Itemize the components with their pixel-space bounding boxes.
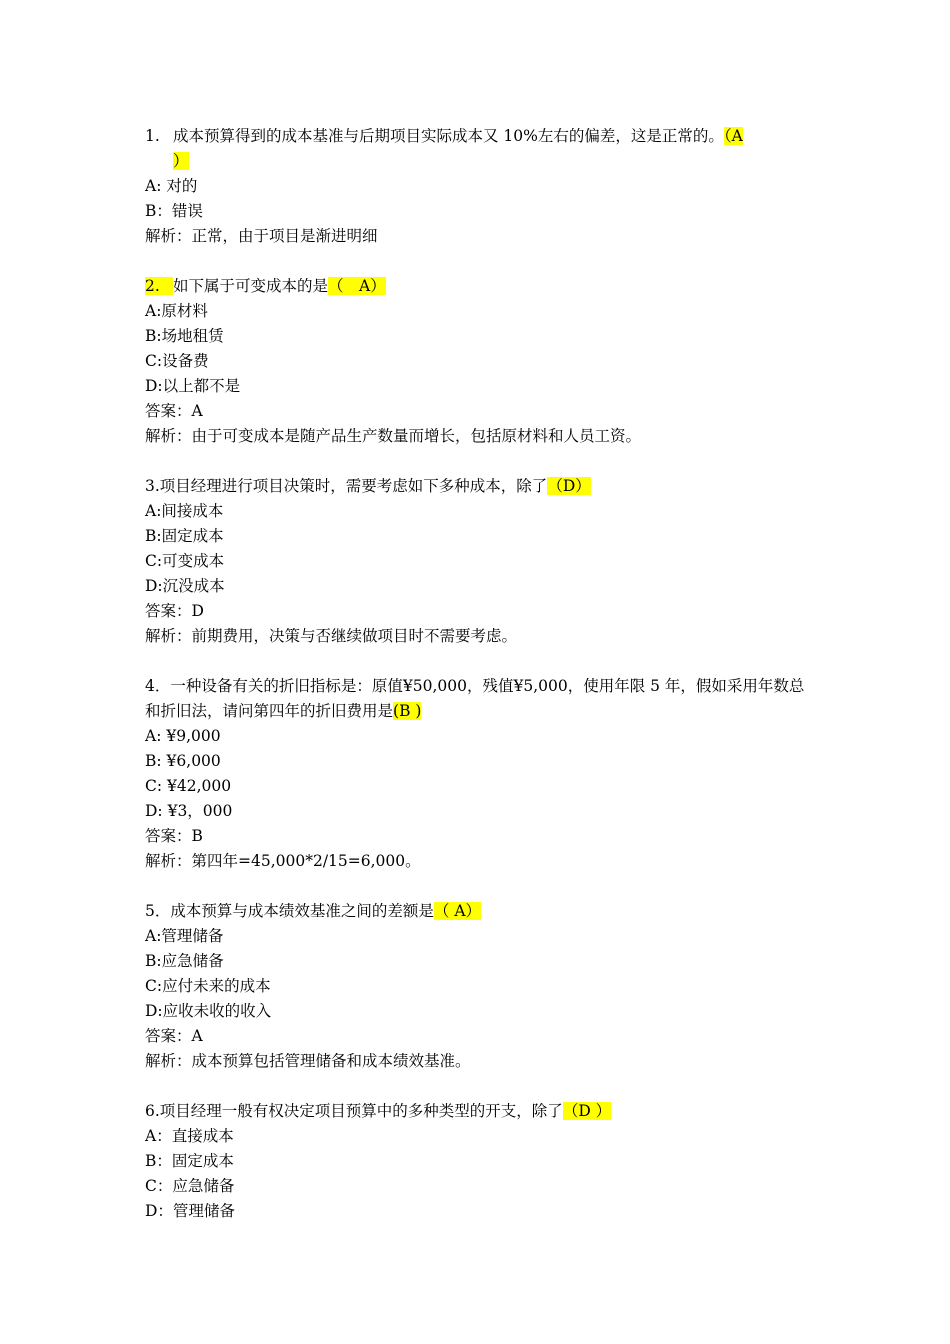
explanation: 解析：第四年=45,000*2/15=6,000。 <box>145 852 421 870</box>
question-number: 4． <box>145 677 171 695</box>
answer-mark: （ A） <box>433 902 482 920</box>
answer-mark-end: ） <box>173 152 189 170</box>
answer-mark: （ A） <box>328 277 386 295</box>
answer-mark: （A <box>723 127 743 145</box>
answer-mark: (B ) <box>393 702 422 720</box>
question-3 <box>145 474 810 649</box>
option: B: ¥6,000 <box>145 752 221 770</box>
question-text: 成本预算得到的成本基准与后期项目实际成本又 10%左右的偏差，这是正常的。 <box>173 127 724 145</box>
explanation: 解析：正常，由于项目是渐进明细 <box>145 227 378 245</box>
option: C:设备费 <box>145 352 209 370</box>
question-stem <box>145 474 810 499</box>
option: B:固定成本 <box>145 527 224 545</box>
option: B:场地租赁 <box>145 327 224 345</box>
option: A:原材料 <box>145 302 208 320</box>
option: C:可变成本 <box>145 552 225 570</box>
answer-mark: （D） <box>547 477 591 495</box>
option: D:以上都不是 <box>145 377 241 395</box>
question-stem <box>145 674 810 724</box>
question-1 <box>145 124 810 249</box>
question-number: 5． <box>145 902 171 920</box>
explanation: 解析：由于可变成本是随产品生产数量而增长，包括原材料和人员工资。 <box>145 427 642 445</box>
option: A:间接成本 <box>145 502 224 520</box>
question-number: 3. <box>145 477 160 495</box>
question-5 <box>145 899 810 1074</box>
option: B：固定成本 <box>145 1152 234 1170</box>
question-4 <box>145 674 810 874</box>
answer: 答案：A <box>145 402 203 420</box>
option: D：管理储备 <box>145 1202 235 1220</box>
option: A:管理储备 <box>145 927 224 945</box>
option: B：错误 <box>145 202 203 220</box>
answer: 答案：D <box>145 602 204 620</box>
question-text: 项目经理进行项目决策时，需要考虑如下多种成本，除了 <box>159 477 548 495</box>
spacer <box>145 1074 810 1099</box>
explanation: 解析：前期费用，决策与否继续做项目时不需要考虑。 <box>145 627 518 645</box>
option: C:应付未来的成本 <box>145 977 271 995</box>
option: C：应急储备 <box>145 1177 235 1195</box>
question-text: 项目经理一般有权决定项目预算中的多种类型的开支，除了 <box>159 1102 563 1120</box>
option: A：直接成本 <box>145 1127 234 1145</box>
question-text: 一种设备有关的折旧指标是：原值¥50,000，残值¥5,000，使用年限 5 年，假如采用年数总和折旧法，请问第四年的折旧费用是 <box>145 677 805 720</box>
question-stem <box>145 899 810 924</box>
spacer <box>145 449 810 474</box>
option: D:应收未收的收入 <box>145 1002 272 1020</box>
option: D:沉没成本 <box>145 577 225 595</box>
answer: 答案：B <box>145 827 203 845</box>
question-stem <box>145 124 810 149</box>
question-number: 1. <box>145 127 160 145</box>
question-6 <box>145 1099 810 1224</box>
answer: 答案：A <box>145 1027 203 1045</box>
question-stem <box>145 274 810 299</box>
spacer <box>145 649 810 674</box>
answer-mark: （D ） <box>562 1102 612 1120</box>
option: C: ¥42,000 <box>145 777 232 795</box>
question-text: 成本预算与成本绩效基准之间的差额是 <box>170 902 434 920</box>
spacer <box>145 874 810 899</box>
spacer <box>145 249 810 274</box>
question-text: 如下属于可变成本的是 <box>173 277 329 295</box>
question-2 <box>145 274 810 449</box>
question-number: 2. <box>145 277 173 295</box>
option: A: ¥9,000 <box>145 727 221 745</box>
option: A: 对的 <box>145 177 198 195</box>
option: B:应急储备 <box>145 952 224 970</box>
question-stem-continued <box>145 149 810 174</box>
question-number: 6. <box>145 1102 160 1120</box>
document-page <box>145 124 810 1224</box>
option: D: ¥3，000 <box>145 802 233 820</box>
explanation: 解析：成本预算包括管理储备和成本绩效基准。 <box>145 1052 471 1070</box>
question-stem <box>145 1099 810 1124</box>
